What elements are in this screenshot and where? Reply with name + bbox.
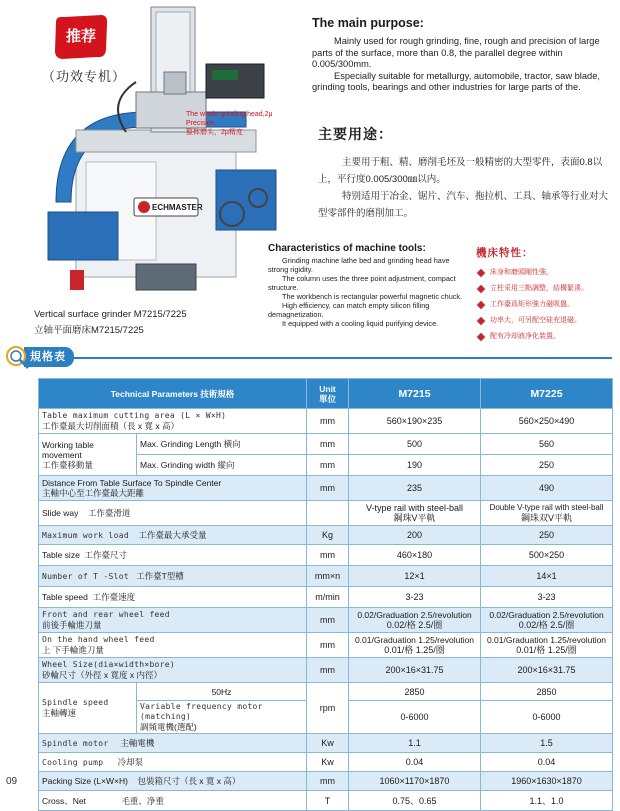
- row-label-cn: 工作臺滑道: [87, 508, 131, 518]
- row-value-m7215: 190: [349, 455, 481, 476]
- row-value-m7225: 3-23: [481, 587, 613, 608]
- row-value-m7225: 500×250: [481, 545, 613, 566]
- row-label: [39, 734, 307, 753]
- row-label-en: Spindle motor: [42, 738, 109, 748]
- row-label-en: Table speed: [42, 592, 88, 602]
- row-value-m7225: 250: [481, 455, 613, 476]
- row-value-m7215: [349, 501, 481, 526]
- row-value-m7225: 14×1: [481, 566, 613, 587]
- recommend-badge: [52, 14, 110, 64]
- header-model-1: M7215: [349, 379, 481, 409]
- row-label: [39, 658, 307, 683]
- row-unit: rpm: [307, 683, 349, 734]
- characteristic-cn-item: [476, 316, 616, 326]
- row-unit: Kw: [307, 753, 349, 772]
- row-value-m7225: 1.5: [481, 734, 613, 753]
- characteristics-cn-title: 機床特性：: [476, 247, 534, 259]
- section-divider: [42, 357, 612, 359]
- row-label-cn: 工作臺速度: [92, 592, 136, 602]
- value-cn: 鋼珠双V平軌: [520, 513, 572, 523]
- badge-subtitle: （功效专机）: [42, 69, 127, 84]
- purpose-cn-paragraph-1: 主要用于粗、精、磨削毛坯及一般精密的大型零件，表面0.8以上，平行度0.005/300㎜以内。: [318, 157, 603, 185]
- row-label: [39, 608, 307, 633]
- row-group-label: [39, 434, 137, 476]
- row-label-en: Cross、Net: [42, 795, 86, 806]
- purpose-cn-title: 主要用途：: [318, 126, 393, 142]
- table-row: [39, 791, 613, 811]
- spec-section-header: [0, 342, 620, 372]
- row-value-m7225: [481, 501, 613, 526]
- row-label-cn: 包裝箱尺寸（長 x 寬 x 高）: [137, 776, 241, 786]
- caption-en: Vertical surface grinder M7215/7225: [34, 309, 187, 320]
- row-value-m7215: [349, 608, 481, 633]
- value-en: V-type rail with steel-ball: [365, 503, 464, 513]
- diamond-bullet-icon: [477, 333, 485, 341]
- table-row: [39, 587, 613, 608]
- row-sub-label: 50Hz: [137, 683, 307, 701]
- row-value-m7225: 1960×1630×1870: [481, 772, 613, 791]
- row-label-cn: 工作臺T型槽: [136, 570, 184, 581]
- row-label-cn: 冷却泵: [117, 756, 144, 767]
- value-cn: 0.01/格 1.25/圈: [516, 645, 577, 655]
- row-label: [39, 772, 307, 791]
- table-header-row: [39, 379, 613, 409]
- row-label-cn: 主軸電機: [120, 737, 155, 748]
- characteristic-cn-text: 配有冷却液净化裝置。: [490, 333, 560, 340]
- table-row: [39, 753, 613, 772]
- value-en: 0.02/Graduation 2.5/revolution: [357, 610, 472, 620]
- row-value-m7225: 1.1、1.0: [481, 791, 613, 811]
- row-unit: mm: [307, 608, 349, 633]
- row-sub-en: Variable frequency motor (matching): [140, 702, 263, 721]
- header-unit-cn: 單位: [318, 393, 336, 404]
- characteristic-cn-text: 床身和磨頭剛性強。: [490, 269, 553, 276]
- table-row: [39, 501, 613, 526]
- row-label-en: Number of T -Slot: [42, 571, 129, 581]
- row-unit: mm: [307, 476, 349, 501]
- characteristic-item: The column uses the three point adjustment, compact structure.: [268, 274, 456, 292]
- row-value-m7215: 12×1: [349, 566, 481, 587]
- row-label-cn: 工作臺最大承受量: [138, 529, 207, 540]
- row-unit: mm: [307, 545, 349, 566]
- row-value-m7215: [349, 633, 481, 658]
- header-model-2: M7225: [481, 379, 613, 409]
- badge-label: 推荐: [65, 28, 96, 45]
- row-value-m7215: 500: [349, 434, 481, 455]
- row-unit: [307, 501, 349, 526]
- row-label-en: Table maximum cutting area (L × W×H): [42, 411, 227, 420]
- table-row: [39, 526, 613, 545]
- row-value-m7215: 2850: [349, 683, 481, 701]
- characteristic-item: It equipped with a cooling liquid purifying device.: [282, 319, 439, 328]
- row-value-m7225: [481, 633, 613, 658]
- main-purpose-section: [312, 16, 612, 94]
- header-param: Technical Parameters 技術規格: [39, 379, 307, 409]
- product-photo-area: [0, 0, 300, 336]
- callout-en: The whole grinding head,2μ Precision: [186, 111, 273, 127]
- row-value-m7225: 560: [481, 434, 613, 455]
- value-cn: 0.02/格 2.5/圈: [386, 620, 443, 630]
- row-label-cn: 主軸中心至工作臺最大距離: [42, 488, 145, 498]
- purpose-cn-paragraph-2: 特别适用于冶金、锯片、汽车、拖拉机、工具、轴承等行业对大型零部件的磨削加工。: [318, 191, 609, 219]
- row-sub-label: Max. Grinding width 縱向: [137, 455, 307, 476]
- purpose-paragraph-2: Especially suitable for metallurgy, automobile, tractor, saw blade, grinding tools, bearings and other industries for large parts of the.: [312, 70, 600, 92]
- caption-cn: 立轴平面磨床M7215/7225: [34, 325, 144, 336]
- row-value-m7225: 200×16×31.75: [481, 658, 613, 683]
- row-group-en: Working table movement: [42, 439, 94, 460]
- row-sub-label: [137, 701, 307, 734]
- diamond-bullet-icon: [477, 269, 485, 277]
- row-label-en: Maximum work load: [42, 530, 129, 540]
- row-value-m7215: 460×180: [349, 545, 481, 566]
- row-value-m7215: 1.1: [349, 734, 481, 753]
- purpose-paragraph-1: Mainly used for rough grinding, fine, rough and precision of large parts of the surface, more than 0.8, the parallel degree within 0.005/300mm.: [312, 36, 600, 69]
- row-label: [39, 526, 307, 545]
- row-value-m7215: 1060×1170×1870: [349, 772, 481, 791]
- value-cn: 0.01/格 1.25/圈: [384, 645, 445, 655]
- characteristic-cn-text: 工作臺爲矩形強力磁吸盤。: [490, 301, 574, 308]
- row-group-cn: 主軸轉速: [42, 708, 77, 718]
- diamond-bullet-icon: [477, 285, 485, 293]
- row-label: [39, 545, 307, 566]
- table-row: [39, 566, 613, 587]
- row-value-m7225: 2850: [481, 683, 613, 701]
- row-unit: Kw: [307, 734, 349, 753]
- row-value-m7215: 200: [349, 526, 481, 545]
- row-label: [39, 753, 307, 772]
- characteristics-cn-section: [476, 245, 616, 348]
- spec-table: [38, 378, 613, 811]
- row-value-m7215: 0.75、0.65: [349, 791, 481, 811]
- row-label-en: Wheel Size(dia×width×bore): [42, 660, 176, 669]
- value-en: 0.01/Graduation 1.25/revolution: [486, 635, 607, 645]
- table-row: [39, 658, 613, 683]
- row-group-en: Spindle speed: [42, 698, 109, 707]
- characteristic-cn-item: [476, 300, 616, 310]
- row-unit: T: [307, 791, 349, 811]
- characteristic-item: High efficiency, can match empty silicon filling demagnetization.: [268, 301, 430, 319]
- row-value-m7215: 0-6000: [349, 701, 481, 734]
- row-value-m7225: 0-6000: [481, 701, 613, 734]
- svg-text:ECHMASTER: ECHMASTER: [152, 203, 203, 212]
- page-number: 09: [6, 776, 18, 787]
- characteristic-cn-text: 立柱采用三點調整，結構緊湊。: [490, 285, 588, 292]
- value-cn: 0.02/格 2.5/圈: [518, 620, 575, 630]
- row-value-m7215: 235: [349, 476, 481, 501]
- row-label-en: On the hand wheel feed: [42, 635, 155, 644]
- row-label: [39, 587, 307, 608]
- row-label-en: Packing Size (L×W×H): [42, 776, 128, 786]
- row-label-cn: 砂輪尺寸（外徑 x 寬度 x 内徑）: [42, 670, 162, 680]
- characteristic-cn-item: [476, 268, 616, 278]
- row-label-en: Cooling pump: [42, 757, 104, 767]
- row-value-m7225: 560×250×490: [481, 409, 613, 434]
- row-label: [39, 791, 307, 811]
- characteristic-cn-item: [476, 284, 616, 294]
- table-row: [39, 734, 613, 753]
- grinding-head-callout: [186, 110, 300, 137]
- row-group-cn: 工作臺移動量: [42, 459, 94, 470]
- row-label: [39, 409, 307, 434]
- row-value-m7225: 0.04: [481, 753, 613, 772]
- row-sub-label: Max. Grinding Length 横向: [137, 434, 307, 455]
- row-label-en: Front and rear wheel feed: [42, 610, 170, 619]
- row-label: [39, 476, 307, 501]
- row-value-m7215: 560×190×235: [349, 409, 481, 434]
- table-row: [39, 545, 613, 566]
- characteristics-section: [268, 243, 468, 328]
- diamond-bullet-icon: [477, 301, 485, 309]
- table-row: [39, 633, 613, 658]
- row-unit: mm×n: [307, 566, 349, 587]
- row-label-cn: 工作臺最大切削面積（長 x 寬 x 高）: [42, 421, 179, 431]
- row-label-cn: 前後手輪進刀量: [42, 620, 102, 630]
- row-unit: mm: [307, 409, 349, 434]
- row-value-m7215: 3-23: [349, 587, 481, 608]
- table-row: [39, 608, 613, 633]
- callout-cn: 整体磨头，2μ精度: [186, 129, 243, 136]
- row-label: [39, 501, 307, 526]
- table-row: [39, 434, 613, 455]
- row-sub-cn: 調頻電機(選配): [140, 722, 197, 732]
- value-en: 0.01/Graduation 1.25/revolution: [354, 635, 475, 645]
- value-cn: 鋼珠V平軌: [393, 513, 436, 523]
- table-row: [39, 476, 613, 501]
- row-group-label: [39, 683, 137, 734]
- row-label-cn: 毛重、净重: [121, 795, 164, 806]
- value-en: 0.02/Graduation 2.5/revolution: [489, 610, 604, 620]
- table-row: [39, 772, 613, 791]
- diamond-bullet-icon: [477, 317, 485, 325]
- row-label-en: Table size: [42, 550, 80, 560]
- row-unit: mm: [307, 658, 349, 683]
- section-title: 規格表: [24, 347, 74, 367]
- table-row: [39, 683, 613, 701]
- product-caption: [34, 308, 187, 340]
- row-label-en: Distance From Table Surface To Spindle Center: [42, 478, 222, 488]
- row-unit: mm: [307, 772, 349, 791]
- row-value-m7225: [481, 608, 613, 633]
- header-unit-en: Unit: [319, 383, 336, 394]
- row-unit: mm: [307, 633, 349, 658]
- row-unit: m/min: [307, 587, 349, 608]
- row-value-m7225: 250: [481, 526, 613, 545]
- magnifier-icon: [4, 344, 32, 370]
- characteristic-item: The workbench is rectangular powerful magnetic chuck.: [282, 292, 463, 301]
- row-value-m7225: 490: [481, 476, 613, 501]
- row-label-cn: 上 下手輪進刀量: [42, 645, 104, 655]
- purpose-title: The main purpose:: [312, 16, 424, 30]
- row-unit: mm: [307, 434, 349, 455]
- row-label-cn: 工作臺尺寸: [84, 550, 128, 560]
- characteristics-title: Characteristics of machine tools:: [268, 243, 426, 254]
- row-value-m7215: 0.04: [349, 753, 481, 772]
- row-value-m7215: 200×16×31.75: [349, 658, 481, 683]
- row-unit: mm: [307, 455, 349, 476]
- row-label-en: Slide way: [42, 508, 79, 518]
- table-row: [39, 409, 613, 434]
- main-purpose-cn-section: [318, 124, 614, 222]
- header-unit: [307, 379, 349, 409]
- row-label: [39, 566, 307, 587]
- characteristic-item: Grinding machine lathe bed and grinding head have strong rigidity.: [268, 256, 450, 274]
- row-unit: Kg: [307, 526, 349, 545]
- characteristic-cn-item: [476, 332, 616, 342]
- row-label: [39, 633, 307, 658]
- value-en: Double V-type rail with steel-ball: [489, 503, 604, 512]
- characteristic-cn-text: 功率大，可另配空硅充退磁。: [490, 317, 581, 324]
